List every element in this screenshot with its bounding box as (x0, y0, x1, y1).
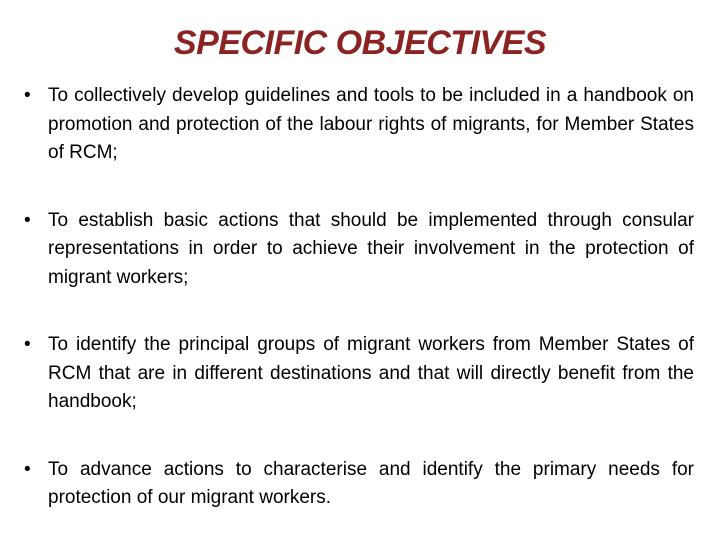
objective-text: To advance actions to characterise and identify the primary needs for protection of our migrant workers. (48, 458, 694, 508)
bullet-icon: • (24, 85, 31, 106)
bullet-icon: • (24, 334, 31, 355)
objective-text: To identify the principal groups of migrant workers from Member States of RCM that are in different destinations and that will directly benefit from the handbook; (48, 334, 694, 412)
objective-item (22, 82, 694, 168)
bullet-icon: • (24, 209, 31, 231)
objective-item (22, 456, 694, 513)
slide-title: SPECIFIC OBJECTIVES (173, 24, 547, 62)
objective-text: To collectively develop guidelines and tools to be included in a handbook on promotion and protection of the labour rights of migrants, for Member States of RCM; (48, 85, 694, 163)
objective-item (22, 331, 694, 417)
objectives-list (22, 82, 694, 513)
objective-item (22, 207, 694, 293)
objective-text: To establish basic actions that should be implemented through consular representations in order to achieve their involvement in the protection of migrant workers; (48, 209, 694, 288)
bullet-icon: • (24, 458, 31, 480)
